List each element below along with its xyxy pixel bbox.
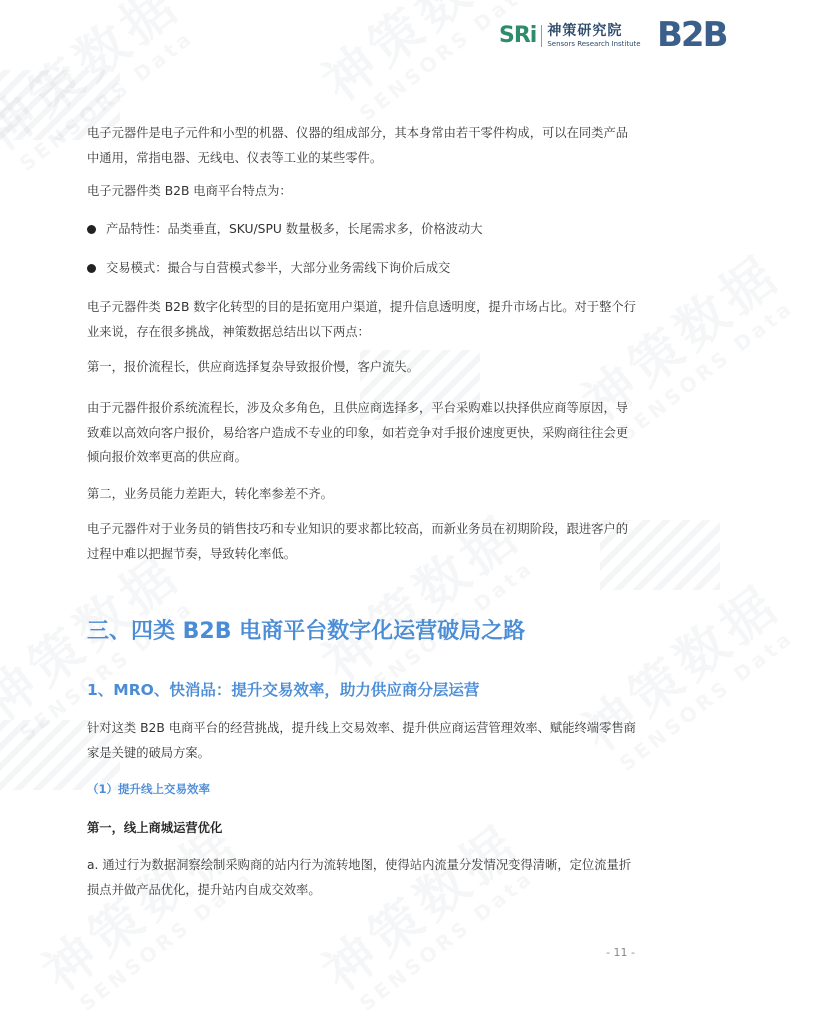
sub-subsection-heading: （1）提升线上交易效率 (87, 782, 211, 796)
b2b-tag: B2B (657, 15, 727, 55)
paragraph: a. 通过行为数据洞察绘制采购商的站内行为流转地图，使得站内流量分发情况变得清晰，定位流量折损点并做产品优化，提升站内自成交效率。 (87, 858, 632, 897)
watermark-en (337, 0, 557, 140)
logo-en: Sensors Research Institute (547, 40, 641, 48)
page-number: - 11 - (606, 946, 635, 959)
bullet-dot-icon (87, 225, 96, 234)
bullet-text: 交易模式：撮合与自营模式参半，大部分业务需线下询价后成交 (106, 261, 451, 275)
paragraph: 由于元器件报价系统流程长，涉及众多角色，且供应商选择多，平台采购难以抉择供应商等原因，导致难以高效向客户报价，易给客户造成不专业的印象，如若竞争对手报价速度更快，采购商往往会更倾向报价效率更高的供应商。 (87, 401, 629, 465)
paragraph: 第一，报价流程长，供应商选择复杂导致报价慢，客户流失。 (87, 360, 420, 374)
bullet-text: 产品特性：品类垂直，SKU/SPU 数量极多，长尾需求多，价格波动大 (106, 222, 483, 236)
paragraph: 电子元器件对于业务员的销售技巧和专业知识的要求都比较高，而新业务员在初期阶段，跟进客户的过程中难以把握节奏，导致转化率低。 (87, 522, 629, 561)
paragraph: 电子元器件类 B2B 电商平台特点为： (87, 184, 292, 198)
bullet-dot-icon (87, 264, 96, 273)
bullet-item (87, 257, 450, 279)
logo-divider (541, 25, 542, 47)
logo-text (547, 24, 640, 48)
paragraph: 第二，业务员能力差距大，转化率参差不齐。 (87, 487, 333, 501)
section-heading: 三、四类 B2B 电商平台数字化运营破局之路 (87, 619, 526, 644)
logo-cn: 神策研究院 (547, 23, 623, 39)
watermark (304, 0, 557, 140)
watermark (24, 808, 277, 1030)
paragraph: 电子元器件是电子元件和小型的机器、仪器的组成部分，其本身常由若干零件构成，可以在同类产品中通用，常指电器、无线电、仪表等工业的某些零件。 (87, 126, 629, 165)
subsection-heading: 1、MRO、快消品：提升交易效率，助力供应商分层运营 (87, 681, 480, 699)
sri-logo (499, 24, 641, 48)
bullet-item (87, 218, 483, 240)
sri-logo-mark: SRi (499, 23, 537, 48)
bold-heading: 第一，线上商城运营优化 (87, 821, 223, 835)
watermark (304, 808, 557, 1030)
paragraph: 电子元器件类 B2B 数字化转型的目的是拓宽用户渠道，提升信息透明度，提升市场占比。对于整个行业来说，存在很多挑战，神策数据总结出以下两点： (87, 300, 636, 339)
watermark-cn (304, 0, 541, 119)
watermark-cn (304, 808, 541, 1009)
paragraph: 针对这类 B2B 电商平台的经营挑战，提升线上交易效率、提升供应商运营管理效率、赋能终端零售商家是关键的破局方案。 (87, 721, 636, 760)
